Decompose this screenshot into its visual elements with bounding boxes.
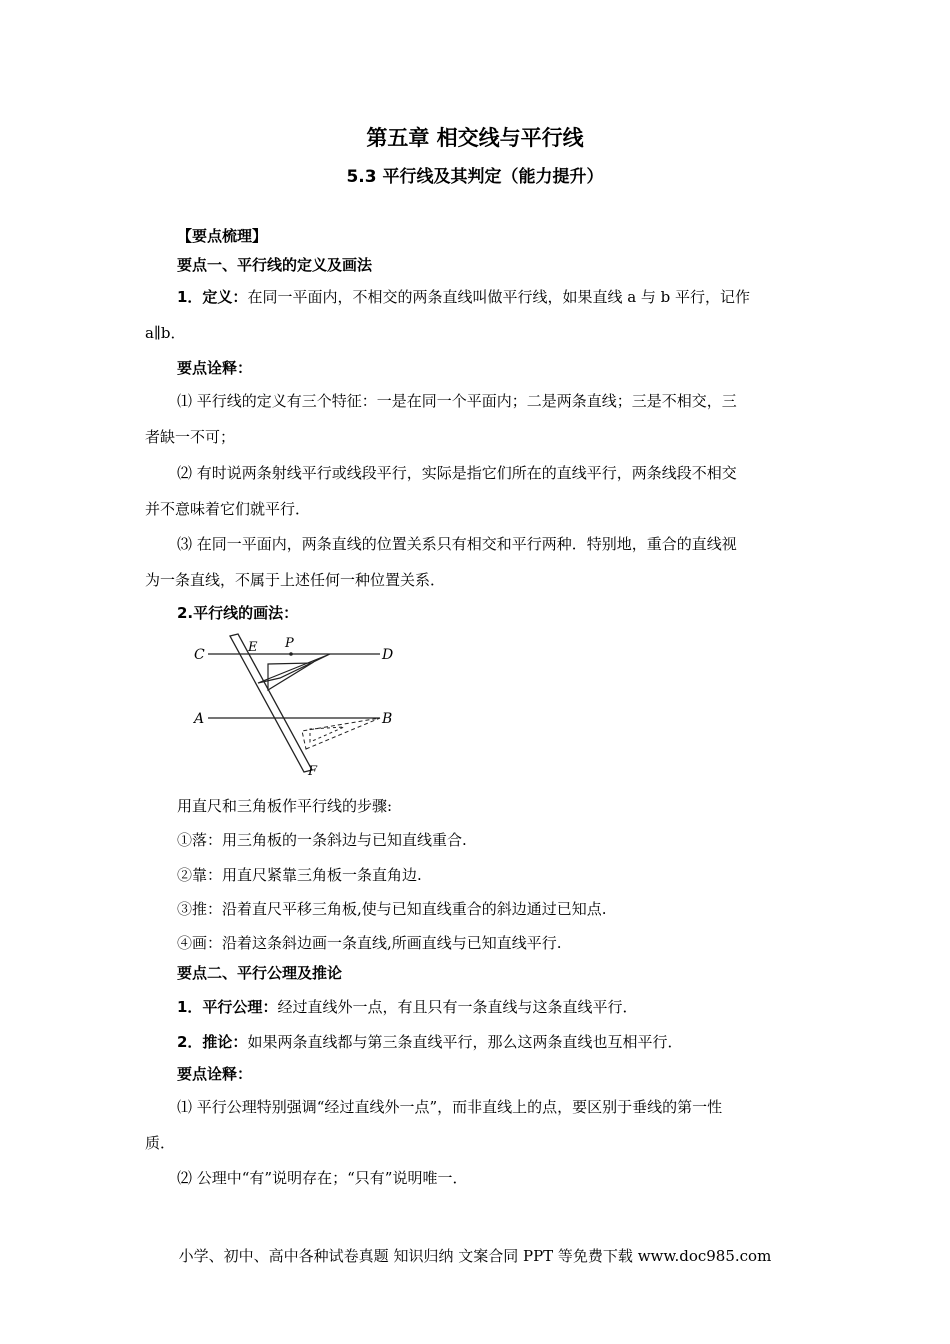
point1-heading: 要点一、平行线的定义及画法 — [177, 256, 373, 274]
note1-line2: 者缺一不可； — [145, 428, 236, 446]
p2-note2-line1: ⑵ 公理中“有”说明存在；“只有”说明唯一． — [177, 1169, 468, 1187]
section-title: 5.3 平行线及其判定（能力提升） — [346, 167, 604, 187]
label-d: D — [382, 647, 394, 663]
step4: ④画：沿着这条斜边画一条直线,所画直线与已知直线平行. — [177, 934, 562, 952]
label-e: E — [248, 640, 258, 655]
point1-notes-heading: 要点诠释： — [177, 359, 253, 377]
outline-heading: 【要点梳理】 — [177, 227, 268, 245]
definition-text: 在同一平面内，不相交的两条直线叫做平行线，如果直线 a 与 b 平行，记作 — [247, 288, 751, 306]
chapter-title: 第五章 相交线与平行线 — [366, 126, 584, 150]
note3-line1: ⑶ 在同一平面内，两条直线的位置关系只有相交和平行两种．特别地，重合的直线视 — [177, 535, 737, 553]
corollary-text: 如果两条直线都与第三条直线平行，那么这两条直线也互相平行． — [247, 1033, 683, 1051]
axiom-label: 1．平行公理： — [177, 998, 278, 1016]
note2-line2: 并不意味着它们就平行． — [145, 500, 311, 518]
triangle-dashed — [302, 718, 380, 749]
definition-label: 1．定义： — [177, 288, 248, 306]
axiom-text: 经过直线外一点，有且只有一条直线与这条直线平行． — [277, 998, 638, 1016]
label-p: P — [285, 636, 294, 651]
definition-line — [177, 287, 750, 307]
steps-intro: 用直尺和三角板作平行线的步骤: — [177, 797, 393, 815]
label-b: B — [382, 711, 393, 727]
triangle-solid — [258, 654, 330, 683]
corollary-line — [177, 1032, 682, 1052]
footer-text: 小学、初中、高中各种试卷真题 知识归纳 文案合同 PPT 等免费下载 www.doc985.com — [178, 1247, 772, 1265]
point-p — [289, 652, 293, 656]
drawing-heading: 2.平行线的画法： — [177, 604, 299, 622]
label-a: A — [194, 711, 205, 727]
corollary-label: 2．推论： — [177, 1033, 248, 1051]
step2: ②靠：用直尺紧靠三角板一条直角边. — [177, 866, 422, 884]
step1: ①落：用三角板的一条斜边与已知直线重合. — [177, 831, 467, 849]
p2-note1-line2: 质． — [145, 1134, 176, 1152]
note1-line1: ⑴ 平行线的定义有三个特征：一是在同一个平面内；二是两条直线；三是不相交，三 — [177, 392, 737, 410]
note3-line2: 为一条直线，不属于上述任何一种位置关系． — [145, 571, 446, 589]
note2-line1: ⑵ 有时说两条射线平行或线段平行，实际是指它们所在的直线平行，两条线段不相交 — [177, 464, 737, 482]
label-c: C — [194, 647, 205, 663]
step3: ③推：沿着直尺平移三角板,使与已知直线重合的斜边通过已知点. — [177, 900, 607, 918]
axiom-line — [177, 997, 637, 1017]
point2-heading: 要点二、平行公理及推论 — [177, 964, 343, 982]
parallel-line-figure — [188, 632, 403, 780]
point2-notes-heading: 要点诠释： — [177, 1065, 253, 1083]
p2-note1-line1: ⑴ 平行公理特别强调“经过直线外一点”，而非直线上的点，要区别于垂线的第一性 — [177, 1098, 723, 1116]
definition-text-cont: a∥b． — [145, 324, 186, 342]
ruler — [230, 634, 312, 772]
label-f: F — [308, 764, 318, 779]
